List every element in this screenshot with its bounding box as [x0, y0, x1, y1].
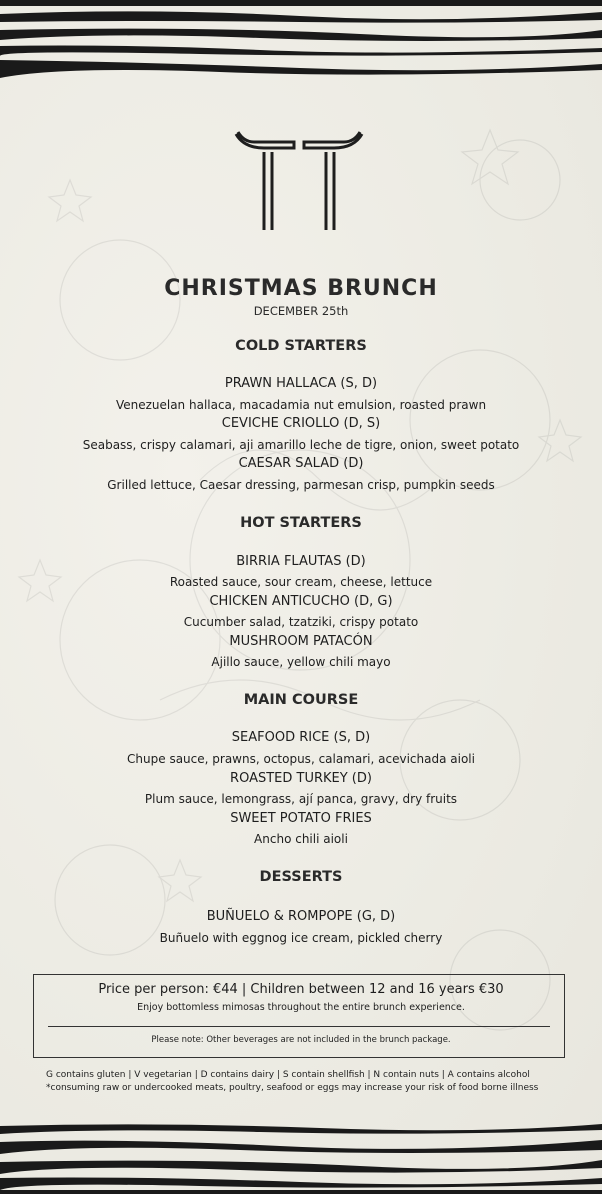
section-heading-desserts: DESSERTS [259, 869, 343, 885]
section-heading-cold-starters: COLD STARTERS [235, 338, 367, 354]
section-heading-main-course: MAIN COURSE [243, 692, 359, 708]
dish-description: Cucumber salad, tzatziki, crispy potato [183, 615, 419, 629]
top-brush-border [0, 0, 602, 80]
dish-name: SEAFOOD RICE (S, D) [231, 730, 371, 745]
price-line: Price per person: €44 | Children between 12 and 16 years €30 [98, 982, 504, 997]
dish-description: Roasted sauce, sour cream, cheese, lettuce [169, 575, 433, 589]
dish-name: CAESAR SALAD (D) [238, 456, 364, 471]
tt-pillar-logo [234, 130, 364, 232]
divider [48, 1026, 550, 1027]
allergen-key: G contains gluten | V vegetarian | D contains dairy | S contain shellfish | N contain nuts | A contains alcohol [46, 1070, 530, 1080]
beverage-note: Please note: Other beverages are not included in the brunch package. [151, 1035, 451, 1045]
dish-name: BUÑUELO & ROMPOPE (G, D) [206, 909, 396, 924]
dish-name: MUSHROOM PATACÓN [229, 634, 373, 649]
health-warning: *consuming raw or undercooked meats, poultry, seafood or eggs may increase your risk of food borne illness [46, 1083, 539, 1093]
dish-description: Venezuelan hallaca, macadamia nut emulsion, roasted prawn [115, 398, 487, 412]
dish-description: Chupe sauce, prawns, octopus, calamari, acevichada aioli [127, 752, 475, 766]
dish-name: ROASTED TURKEY (D) [230, 771, 372, 786]
dish-name: SWEET POTATO FRIES [230, 811, 372, 826]
section-heading-hot-starters: HOT STARTERS [240, 515, 362, 531]
dish-name: CEVICHE CRIOLLO (D, S) [221, 416, 381, 431]
dish-description: Buñuelo with eggnog ice cream, pickled cherry [159, 931, 443, 945]
dish-name: CHICKEN ANTICUCHO (D, G) [209, 594, 393, 609]
dish-description: Ancho chili aioli [254, 832, 348, 846]
mimosa-line: Enjoy bottomless mimosas throughout the entire brunch experience. [137, 1002, 465, 1013]
dish-description: Ajillo sauce, yellow chili mayo [211, 655, 391, 669]
dish-description: Grilled lettuce, Caesar dressing, parmesan crisp, pumpkin seeds [107, 478, 495, 492]
dish-description: Plum sauce, lemongrass, ají panca, gravy, dry fruits [144, 792, 458, 806]
bottom-brush-border [0, 1120, 602, 1194]
dish-name: BIRRIA FLAUTAS (D) [236, 554, 366, 569]
event-date: DECEMBER 25th [253, 304, 349, 318]
dish-name: PRAWN HALLACA (S, D) [224, 376, 378, 391]
dish-description: Seabass, crispy calamari, aji amarillo leche de tigre, onion, sweet potato [82, 438, 520, 452]
page-title: CHRISTMAS BRUNCH [164, 276, 438, 301]
